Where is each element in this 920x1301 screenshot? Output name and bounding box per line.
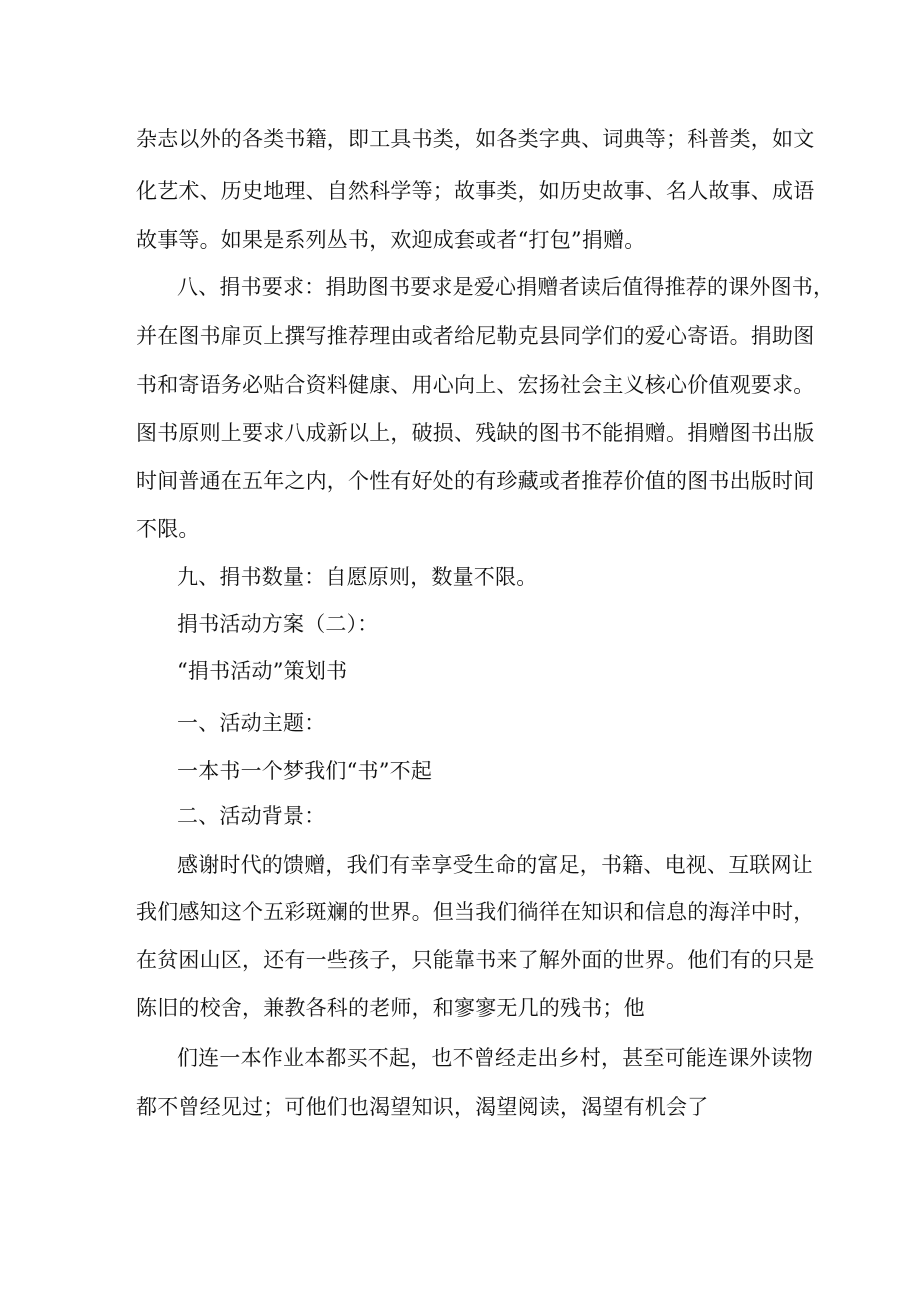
section-9-line: 九、捐书数量：自愿原则，数量不限。 [177, 565, 538, 589]
text-line: 书和寄语务必贴合资料健康、用心向上、宏扬社会主义核心价值观要求。 [136, 373, 815, 397]
activity-theme: 一本书一个梦我们“书”不起 [177, 759, 433, 783]
text-line: 陈旧的校舍，兼教各科的老师，和寥寥无几的残书；他 [136, 996, 645, 1020]
text-line: 杂志以外的各类书籍，即工具书类，如各类字典、词典等；科普类，如文 [136, 127, 815, 151]
text-line: 感谢时代的馈赠，我们有幸享受生命的富足，书籍、电视、互联网让 [177, 853, 813, 877]
text-line: 并在图书扉页上撰写推荐理由或者给尼勒克县同学们的爱心寄语。捐助图 [136, 324, 815, 348]
text-line: 时间普通在五年之内，个性有好处的有珍藏或者推荐价值的图书出版时间 [136, 469, 815, 493]
text-line: 图书原则上要求八成新以上，破损、残缺的图书不能捐赠。捐赠图书出版 [136, 421, 815, 445]
text-line: 故事等。如果是系列丛书，欢迎成套或者“打包”捐赠。 [136, 228, 646, 252]
plan-2-title: 捐书活动方案（二）： [177, 612, 379, 636]
text-line: 们连一本作业本都买不起，也不曾经走出乡村，甚至可能连课外读物 [177, 1046, 813, 1070]
text-line: 化艺术、历史地理、自然科学等；故事类，如历史故事、名人故事、成语 [136, 179, 815, 203]
text-line: 在贫困山区，还有一些孩子，只能靠书来了解外面的世界。他们有的只是 [136, 948, 815, 972]
text-line: 都不曾经见过；可他们也渴望知识，渴望阅读，渴望有机会了 [136, 1095, 709, 1119]
section-8-heading-line: 八、捐书要求：捐助图书要求是爱心捐赠者读后值得推荐的课外图书， [177, 275, 835, 299]
text-line: 不限。 [136, 517, 200, 541]
text-line: 我们感知这个五彩斑斓的世界。但当我们徜徉在知识和信息的海洋中时， [136, 900, 815, 924]
section-1-heading: 一、活动主题： [177, 711, 326, 735]
proposal-title: “捐书活动”策划书 [177, 659, 348, 683]
section-2-heading: 二、活动背景： [177, 804, 326, 828]
